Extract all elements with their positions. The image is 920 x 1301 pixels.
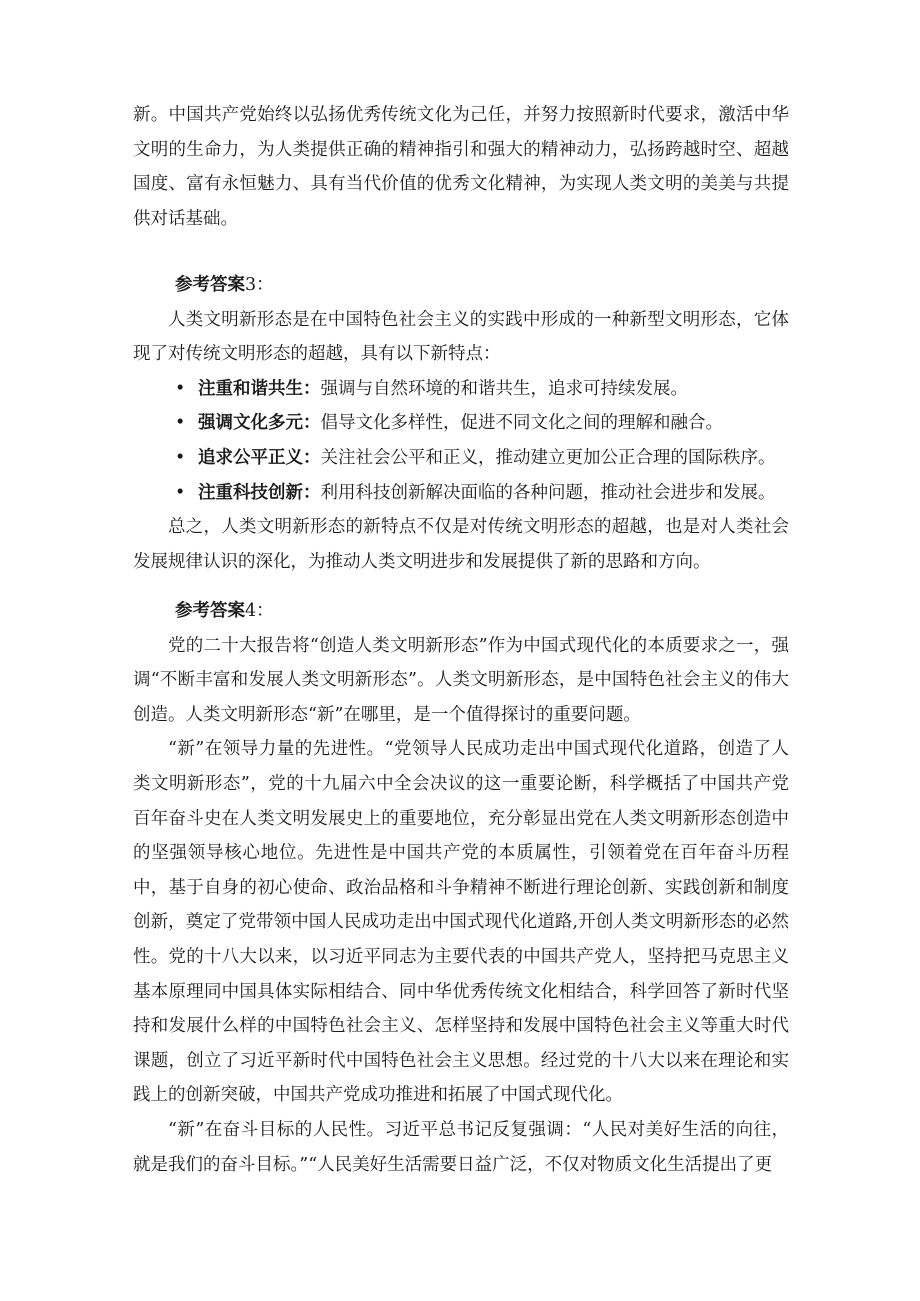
answer-4-heading-label: 参考答案: [175, 601, 245, 621]
bullet-icon: •: [175, 482, 186, 503]
list-item: [175, 441, 789, 476]
bullet-icon: •: [175, 447, 186, 468]
answer-3-conclusion: 总之，人类文明新形态的新特点不仅是对传统文明形态的超越，也是对人类社会发展规律认识的深化，为推动人类文明进步和发展提供了新的思路和方向。: [133, 517, 789, 572]
answer-3-section: [133, 268, 789, 579]
feature-text: 强调与自然环境的和谐共生，追求可持续发展。: [320, 378, 688, 399]
answer-3-lead: 人类文明新形态是在中国特色社会主义的实践中形成的一种新型文明形态，它体现了对传统文明形态的超越，具有以下新特点：: [133, 309, 789, 365]
answer-3-heading-label: 参考答案: [175, 275, 245, 295]
list-item: [175, 372, 789, 407]
feature-term: 注重和谐共生：: [198, 378, 321, 399]
answer-3-heading-number: 3：: [245, 275, 274, 295]
feature-term: 强调文化多元：: [198, 413, 321, 434]
feature-text: 关注社会公平和正义，推动建立更加公正合理的国际秩序。: [320, 447, 776, 468]
feature-text: 倡导文化多样性，促进不同文化之间的理解和融合。: [320, 413, 723, 434]
list-item: [175, 476, 789, 511]
feature-list: [133, 372, 789, 510]
answer-4-paragraph: “新”在奋斗目标的人民性。习近平总书记反复强调：“人民对美好生活的向往，就是我们的奋斗目标。”“人民美好生活需要日益广泛，不仅对物质文化生活提出了更: [133, 1119, 789, 1175]
answer-4-paragraph: 党的二十大报告将“创造人类文明新形态”作为中国式现代化的本质要求之一，强调“不断丰富和发展人类文明新形态”。人类文明新形态，是中国特色社会主义的伟大创造。人类文明新形态“新”在哪里，是一个值得探讨的重要问题。: [133, 635, 789, 725]
answer-3-heading: [133, 268, 789, 303]
bullet-icon: •: [175, 378, 186, 399]
bullet-icon: •: [175, 413, 186, 434]
feature-term: 追求公平正义：: [198, 447, 321, 468]
list-item: [175, 406, 789, 441]
answer-4-heading-number: 4：: [245, 601, 274, 621]
answer-4-paragraph: “新”在领导力量的先进性。“党领导人民成功走出中国式现代化道路，创造了人类文明新形态”，党的十九届六中全会决议的这一重要论断，科学概括了中国共产党百年奋斗史在人类文明发展史上的重要地位，充分彰显出党在人类文明新形态创造中的坚强领导核心地位。先进性是中国共产党的本质属性，引领着党在百年奋斗历程中，基于自身的初心使命、政治品格和斗争精神不断进行理论创新、实践创新和制度创新，奠定了党带领中国人民成功走出中国式现代化道路,开创人类文明新形态的必然性。党的十八大以来，以习近平同志为主要代表的中国共产党人，坚持把马克思主义基本原理同中国具体实际相结合、同中华优秀传统文化相结合，科学回答了新时代坚持和发展什么样的中国特色社会主义、怎样坚持和发展中国特色社会主义等重大时代课题，创立了习近平新时代中国特色社会主义思想。经过党的十八大以来在理论和实践上的创新突破，中国共产党成功推进和拓展了中国式现代化。: [133, 739, 789, 1106]
answer-4-section: [133, 594, 789, 1182]
intro-paragraph: 新。中国共产党始终以弘扬优秀传统文化为己任，并努力按照新时代要求，激活中华文明的生命力，为人类提供正确的精神指引和强大的精神动力，弘扬跨越时空、超越国度、富有永恒魅力、具有当代价值的优秀文化精神，为实现人类文明的美美与共提供对话基础。: [133, 105, 789, 229]
feature-term: 注重科技创新：: [198, 482, 321, 503]
answer-4-heading: [133, 594, 789, 629]
feature-text: 利用科技创新解决面临的各种问题，推动社会进步和发展。: [320, 482, 776, 503]
